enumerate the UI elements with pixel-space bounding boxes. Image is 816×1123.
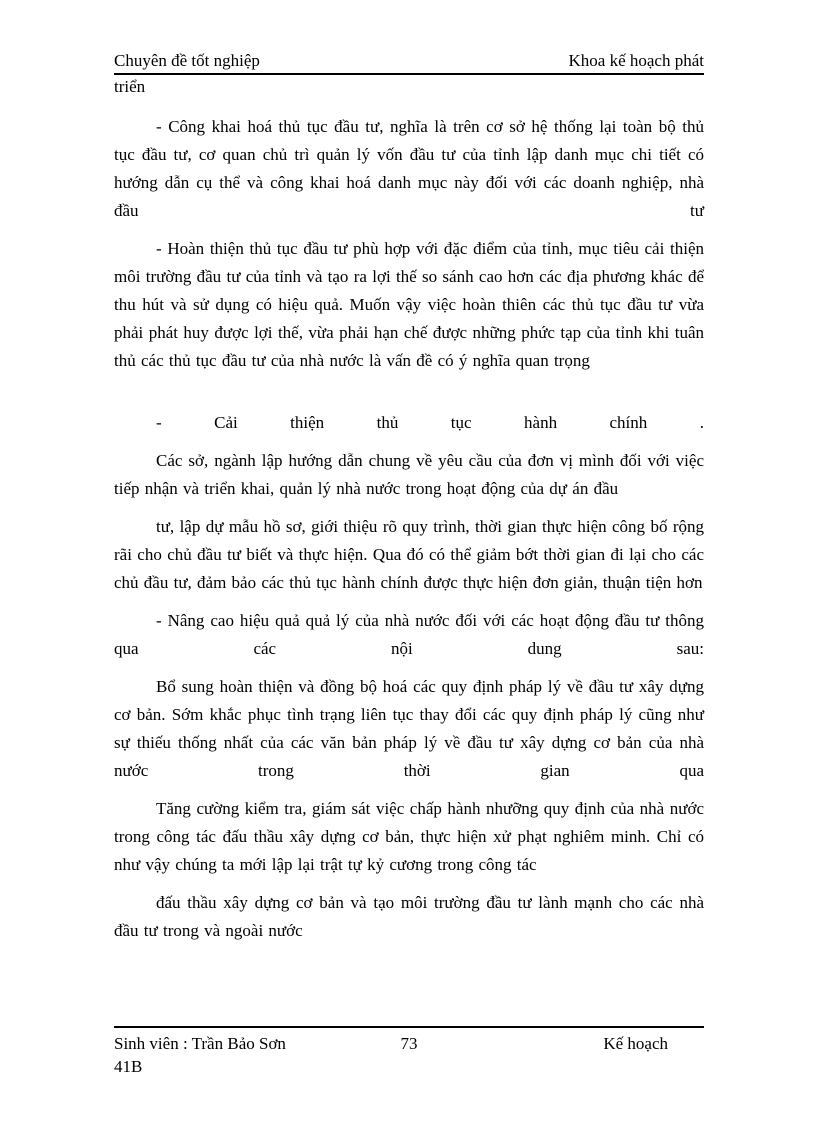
document-body bbox=[114, 113, 704, 945]
para-state-management: - Nâng cao hiệu quả quả lý của nhà nước đối với các hoạt động đầu tư thông qua các nội dung sau: bbox=[114, 611, 704, 658]
para-legal-framework: Bổ sung hoàn thiện và đồng bộ hoá các quy định pháp lý về đầu tư xây dựng cơ bản. Sớm khắc phục tình trạng liên tục thay đổi các quy định pháp lý cũng như sự thiếu thống nhất của các văn bản pháp lý về đầu tư xây dựng cơ bản của nhà nước trong thời gian qua bbox=[114, 677, 704, 780]
para-admin-reform-heading: - Cải thiện thủ tục hành chính . bbox=[156, 413, 704, 432]
footer-department: Kế hoạch bbox=[603, 1034, 668, 1053]
para-dossier-templates: tư, lập dự mẫu hồ sơ, giới thiệu rõ quy trình, thời gian thực hiện công bố rộng rãi cho chủ đầu tư biết và thực hiện. Qua đó có thể giảm bớt thời gian đi lại cho các chủ đầu tư, đảm bảo các thủ tục hành chính được thực hiện đơn giản, thuận tiện hơn bbox=[114, 517, 704, 592]
footer-page-number: 73 bbox=[400, 1034, 418, 1053]
footer-first-line bbox=[114, 1033, 704, 1055]
header-right-title-wrap: triển bbox=[114, 77, 146, 96]
para-improve-procedures: - Hoàn thiện thủ tục đầu tư phù hợp với đặc điểm của tỉnh, mục tiêu cải thiện môi trường đầu tư của tỉnh và tạo ra lợi thế so sánh cao hơn các địa phương khác để thu hút và sử dụng có hiệu quả. Muốn vậy việc hoàn thiên các thủ tục đầu tư vừa phải phát huy được lợi thế, vừa phải hạn chế được những phức tạp của tỉnh khi tuân thủ các thủ tục đầu tư của nhà nước là vấn đề có ý nghĩa quan trọng bbox=[114, 239, 704, 370]
para-publicize-procedures: - Công khai hoá thủ tục đầu tư, nghĩa là trên cơ sở hệ thống lại toàn bộ thủ tục đầu tư, cơ quan chủ trì quản lý vốn đầu tư của tỉnh lập danh mục chi tiết có hướng dẫn cụ thể và công khai hoá danh mục này đối với các doanh nghiệp, nhà đầu tư bbox=[114, 117, 704, 220]
para-inspection-sanctions: Tăng cường kiểm tra, giám sát việc chấp hành nhưỡng quy định của nhà nước trong công tác đấu thầu xây dựng cơ bản, thực hiện xử phạt nghiêm minh. Chỉ có như vậy chúng ta mới lập lại trật tự kỷ cương trong công tác bbox=[114, 799, 704, 874]
footer-student-name: Sinh viên : Trần Bảo Sơn bbox=[114, 1034, 286, 1053]
para-agency-guidelines: Các sở, ngành lập hướng dẫn chung về yêu cầu của đơn vị mình đối với việc tiếp nhận và triển khai, quản lý nhà nước trong hoạt động của dự án đầu bbox=[114, 451, 704, 498]
page-header bbox=[114, 50, 704, 75]
footer-class-code: 41B bbox=[114, 1057, 143, 1076]
header-right-title: Khoa kế hoạch phát bbox=[568, 51, 704, 70]
header-left-title: Chuyên đề tốt nghiệp bbox=[114, 51, 260, 70]
para-bidding-environment: đấu thầu xây dựng cơ bản và tạo môi trường đầu tư lành mạnh cho các nhà đầu tư trong và ngoài nước bbox=[114, 893, 704, 940]
page-footer bbox=[114, 1026, 704, 1079]
